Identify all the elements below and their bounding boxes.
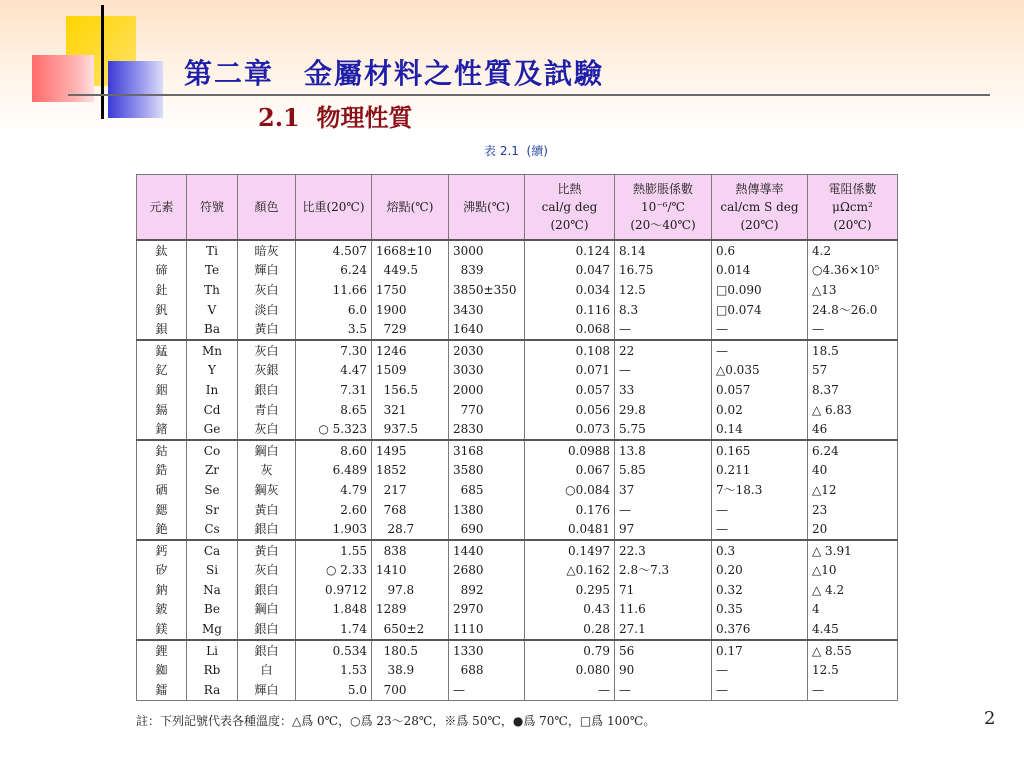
cell-el: 鈹 xyxy=(137,600,187,620)
cell-bp: 1110 xyxy=(449,619,525,640)
cell-sg: 1.903 xyxy=(296,519,372,540)
cell-sh: 0.068 xyxy=(525,319,615,340)
cell-bp: 2830 xyxy=(449,419,525,440)
slide-title: 第二章 金屬材料之性質及試驗 xyxy=(184,57,605,90)
cell-el: 鈉 xyxy=(137,580,187,600)
cell-el: 鈷 xyxy=(137,440,187,461)
cell-sh: 0.057 xyxy=(525,380,615,400)
cell-sym: Co xyxy=(187,440,238,461)
cell-bp: 839 xyxy=(449,261,525,281)
cell-col: 青白 xyxy=(238,400,296,420)
cell-er: — xyxy=(808,319,898,340)
cell-th: 12.5 xyxy=(615,280,712,300)
header-mp: 熔點(℃) xyxy=(372,175,449,241)
cell-sh: 0.108 xyxy=(525,340,615,361)
cell-th: 13.8 xyxy=(615,440,712,461)
cell-tc: — xyxy=(712,660,808,680)
cell-sg: 0.9712 xyxy=(296,580,372,600)
table-row xyxy=(137,680,898,700)
cell-bp: 1330 xyxy=(449,640,525,661)
cell-th: 33 xyxy=(615,380,712,400)
cell-el: 釷 xyxy=(137,280,187,300)
cell-bp: 770 xyxy=(449,400,525,420)
cell-er: △12 xyxy=(808,480,898,500)
cell-bp: 3030 xyxy=(449,361,525,381)
cell-col: 黃白 xyxy=(238,500,296,520)
cell-tc: — xyxy=(712,319,808,340)
cell-tc: — xyxy=(712,680,808,700)
cell-sg: 8.65 xyxy=(296,400,372,420)
header-tc: 熱傳導率 cal/cm S deg (20℃) xyxy=(712,175,808,241)
cell-bp: 685 xyxy=(449,480,525,500)
cell-col: 銀白 xyxy=(238,580,296,600)
cell-sh: ○0.084 xyxy=(525,480,615,500)
cell-mp: 768 xyxy=(372,500,449,520)
cell-tc: △0.035 xyxy=(712,361,808,381)
cell-er: 8.37 xyxy=(808,380,898,400)
cell-sh: △0.162 xyxy=(525,561,615,581)
cell-tc: 0.17 xyxy=(712,640,808,661)
cell-er: 4.2 xyxy=(808,240,898,261)
cell-mp: 1509 xyxy=(372,361,449,381)
title-underline xyxy=(68,94,990,96)
cell-col: 銀白 xyxy=(238,380,296,400)
cell-th: 8.3 xyxy=(615,300,712,320)
cell-col: 鋼白 xyxy=(238,600,296,620)
cell-tc: 0.3 xyxy=(712,540,808,561)
cell-th: 11.6 xyxy=(615,600,712,620)
cell-tc: 0.35 xyxy=(712,600,808,620)
table-row xyxy=(137,660,898,680)
table-row xyxy=(137,361,898,381)
cell-er: 23 xyxy=(808,500,898,520)
cell-er: 4.45 xyxy=(808,619,898,640)
cell-tc: 0.02 xyxy=(712,400,808,420)
table-header-row xyxy=(137,175,898,241)
table-row xyxy=(137,240,898,261)
cell-sym: Th xyxy=(187,280,238,300)
table-row xyxy=(137,280,898,300)
cell-sym: Cd xyxy=(187,400,238,420)
cell-er: △10 xyxy=(808,561,898,581)
decor-vertical-line xyxy=(101,5,104,119)
cell-bp: 3000 xyxy=(449,240,525,261)
cell-tc: — xyxy=(712,519,808,540)
cell-el: 碲 xyxy=(137,261,187,281)
cell-th: 2.8～7.3 xyxy=(615,561,712,581)
cell-col: 淡白 xyxy=(238,300,296,320)
table-caption: 表 2.1 (續) xyxy=(484,144,548,158)
cell-sh: 0.79 xyxy=(525,640,615,661)
cell-col: 銀白 xyxy=(238,619,296,640)
cell-mp: 1900 xyxy=(372,300,449,320)
cell-sym: Y xyxy=(187,361,238,381)
cell-el: 釔 xyxy=(137,361,187,381)
cell-er: 57 xyxy=(808,361,898,381)
cell-sg: 1.53 xyxy=(296,660,372,680)
cell-th: — xyxy=(615,500,712,520)
cell-sg: 4.507 xyxy=(296,240,372,261)
cell-bp: — xyxy=(449,680,525,700)
cell-sym: Rb xyxy=(187,660,238,680)
cell-sg: 1.55 xyxy=(296,540,372,561)
cell-sym: Ti xyxy=(187,240,238,261)
cell-el: 釩 xyxy=(137,300,187,320)
cell-mp: 449.5 xyxy=(372,261,449,281)
cell-tc: 0.32 xyxy=(712,580,808,600)
cell-bp: 3168 xyxy=(449,440,525,461)
cell-th: 29.8 xyxy=(615,400,712,420)
cell-tc: □0.074 xyxy=(712,300,808,320)
cell-sym: Li xyxy=(187,640,238,661)
cell-th: 16.75 xyxy=(615,261,712,281)
table-row xyxy=(137,619,898,640)
cell-er: 4 xyxy=(808,600,898,620)
cell-tc: 0.14 xyxy=(712,419,808,440)
cell-sh: 0.116 xyxy=(525,300,615,320)
cell-er: 12.5 xyxy=(808,660,898,680)
table-row xyxy=(137,419,898,440)
cell-col: 鋼白 xyxy=(238,440,296,461)
cell-sh: 0.034 xyxy=(525,280,615,300)
cell-sym: Ra xyxy=(187,680,238,700)
cell-bp: 688 xyxy=(449,660,525,680)
cell-el: 鈣 xyxy=(137,540,187,561)
cell-tc: 0.6 xyxy=(712,240,808,261)
cell-mp: 838 xyxy=(372,540,449,561)
cell-er: △ 6.83 xyxy=(808,400,898,420)
header-er: 電阻係數 μΩcm² (20℃) xyxy=(808,175,898,241)
header-bp: 沸點(℃) xyxy=(449,175,525,241)
header-th: 熱膨脹係數 10⁻⁶/℃ (20～40℃) xyxy=(615,175,712,241)
cell-bp: 2030 xyxy=(449,340,525,361)
cell-bp: 1640 xyxy=(449,319,525,340)
cell-sh: 0.124 xyxy=(525,240,615,261)
cell-sh: 0.056 xyxy=(525,400,615,420)
cell-tc: 0.211 xyxy=(712,461,808,481)
table-row xyxy=(137,380,898,400)
cell-sh: 0.176 xyxy=(525,500,615,520)
cell-col: 灰白 xyxy=(238,340,296,361)
cell-sg: 1.74 xyxy=(296,619,372,640)
cell-th: 90 xyxy=(615,660,712,680)
table-body xyxy=(137,240,898,700)
cell-el: 鎂 xyxy=(137,619,187,640)
decor-blue-square xyxy=(108,61,163,118)
cell-sym: Cs xyxy=(187,519,238,540)
cell-col: 鋼灰 xyxy=(238,480,296,500)
cell-sym: Zr xyxy=(187,461,238,481)
cell-tc: 0.20 xyxy=(712,561,808,581)
cell-th: 8.14 xyxy=(615,240,712,261)
header-sg: 比重(20℃) xyxy=(296,175,372,241)
cell-th: — xyxy=(615,361,712,381)
cell-sh: 0.080 xyxy=(525,660,615,680)
cell-sh: 0.047 xyxy=(525,261,615,281)
table-row xyxy=(137,261,898,281)
cell-sh: — xyxy=(525,680,615,700)
cell-col: 銀白 xyxy=(238,519,296,540)
cell-sym: In xyxy=(187,380,238,400)
cell-er: — xyxy=(808,680,898,700)
cell-mp: 1852 xyxy=(372,461,449,481)
cell-sg: 3.5 xyxy=(296,319,372,340)
table-row xyxy=(137,600,898,620)
cell-mp: 1246 xyxy=(372,340,449,361)
table-row xyxy=(137,400,898,420)
cell-th: 5.75 xyxy=(615,419,712,440)
cell-el: 鈦 xyxy=(137,240,187,261)
cell-col: 黃白 xyxy=(238,540,296,561)
cell-sg: 5.0 xyxy=(296,680,372,700)
cell-th: 27.1 xyxy=(615,619,712,640)
table-row xyxy=(137,340,898,361)
cell-bp: 1380 xyxy=(449,500,525,520)
cell-sg: 4.47 xyxy=(296,361,372,381)
table-row xyxy=(137,461,898,481)
cell-bp: 2970 xyxy=(449,600,525,620)
table-row xyxy=(137,500,898,520)
cell-mp: 937.5 xyxy=(372,419,449,440)
cell-th: — xyxy=(615,680,712,700)
cell-mp: 1750 xyxy=(372,280,449,300)
cell-th: 37 xyxy=(615,480,712,500)
cell-sym: Mn xyxy=(187,340,238,361)
cell-sh: 0.0481 xyxy=(525,519,615,540)
cell-er: 6.24 xyxy=(808,440,898,461)
cell-mp: 729 xyxy=(372,319,449,340)
cell-el: 鋯 xyxy=(137,461,187,481)
cell-col: 輝白 xyxy=(238,680,296,700)
cell-sh: 0.295 xyxy=(525,580,615,600)
cell-el: 銦 xyxy=(137,380,187,400)
cell-el: 鐳 xyxy=(137,680,187,700)
cell-bp: 1440 xyxy=(449,540,525,561)
cell-el: 硒 xyxy=(137,480,187,500)
cell-bp: 3430 xyxy=(449,300,525,320)
cell-sg: ○ 2.33 xyxy=(296,561,372,581)
cell-bp: 3580 xyxy=(449,461,525,481)
cell-sym: Te xyxy=(187,261,238,281)
table-row xyxy=(137,580,898,600)
cell-sym: Mg xyxy=(187,619,238,640)
cell-sh: 0.073 xyxy=(525,419,615,440)
cell-sym: Ge xyxy=(187,419,238,440)
cell-tc: 0.165 xyxy=(712,440,808,461)
cell-bp: 690 xyxy=(449,519,525,540)
cell-el: 鋇 xyxy=(137,319,187,340)
table-row xyxy=(137,440,898,461)
cell-th: 5.85 xyxy=(615,461,712,481)
cell-sg: 6.0 xyxy=(296,300,372,320)
table-row xyxy=(137,640,898,661)
cell-mp: 156.5 xyxy=(372,380,449,400)
cell-sg: 8.60 xyxy=(296,440,372,461)
cell-th: 71 xyxy=(615,580,712,600)
cell-sh: 0.067 xyxy=(525,461,615,481)
table-row xyxy=(137,319,898,340)
cell-tc: — xyxy=(712,340,808,361)
header-sym: 符號 xyxy=(187,175,238,241)
cell-er: △ 3.91 xyxy=(808,540,898,561)
cell-el: 銫 xyxy=(137,519,187,540)
cell-er: 40 xyxy=(808,461,898,481)
cell-el: 鎘 xyxy=(137,400,187,420)
cell-sym: Ba xyxy=(187,319,238,340)
cell-sg: ○ 5.323 xyxy=(296,419,372,440)
cell-el: 鍺 xyxy=(137,419,187,440)
cell-mp: 38.9 xyxy=(372,660,449,680)
cell-tc: — xyxy=(712,500,808,520)
table-row xyxy=(137,561,898,581)
cell-tc: 0.014 xyxy=(712,261,808,281)
cell-sym: Si xyxy=(187,561,238,581)
cell-th: 22 xyxy=(615,340,712,361)
cell-mp: 180.5 xyxy=(372,640,449,661)
cell-sg: 4.79 xyxy=(296,480,372,500)
cell-sh: 0.071 xyxy=(525,361,615,381)
slide-subtitle: 2.1 物理性質 xyxy=(258,103,413,132)
cell-mp: 700 xyxy=(372,680,449,700)
cell-sym: Sr xyxy=(187,500,238,520)
header-sh: 比熱 cal/g deg (20℃) xyxy=(525,175,615,241)
cell-sg: 1.848 xyxy=(296,600,372,620)
cell-mp: 1495 xyxy=(372,440,449,461)
cell-col: 白 xyxy=(238,660,296,680)
cell-mp: 217 xyxy=(372,480,449,500)
table-row xyxy=(137,300,898,320)
cell-sym: V xyxy=(187,300,238,320)
cell-sg: 2.60 xyxy=(296,500,372,520)
cell-er: 46 xyxy=(808,419,898,440)
header-el: 元素 xyxy=(137,175,187,241)
properties-table xyxy=(136,174,898,701)
cell-sym: Se xyxy=(187,480,238,500)
cell-col: 灰 xyxy=(238,461,296,481)
cell-mp: 1668±10 xyxy=(372,240,449,261)
cell-bp: 2680 xyxy=(449,561,525,581)
cell-col: 灰銀 xyxy=(238,361,296,381)
cell-sg: 7.31 xyxy=(296,380,372,400)
cell-tc: 0.376 xyxy=(712,619,808,640)
cell-bp: 892 xyxy=(449,580,525,600)
cell-sg: 0.534 xyxy=(296,640,372,661)
cell-el: 錳 xyxy=(137,340,187,361)
cell-sh: 0.28 xyxy=(525,619,615,640)
cell-el: 鋰 xyxy=(137,640,187,661)
cell-el: 矽 xyxy=(137,561,187,581)
cell-sh: 0.1497 xyxy=(525,540,615,561)
table-row xyxy=(137,480,898,500)
cell-th: 22.3 xyxy=(615,540,712,561)
cell-er: △13 xyxy=(808,280,898,300)
cell-mp: 321 xyxy=(372,400,449,420)
table-row xyxy=(137,519,898,540)
cell-el: 銣 xyxy=(137,660,187,680)
page-number: 2 xyxy=(984,708,996,729)
cell-sh: 0.43 xyxy=(525,600,615,620)
cell-col: 黃白 xyxy=(238,319,296,340)
cell-sg: 7.30 xyxy=(296,340,372,361)
cell-bp: 3850±350 xyxy=(449,280,525,300)
cell-mp: 97.8 xyxy=(372,580,449,600)
cell-sg: 11.66 xyxy=(296,280,372,300)
cell-mp: 1410 xyxy=(372,561,449,581)
cell-er: 18.5 xyxy=(808,340,898,361)
cell-tc: 7～18.3 xyxy=(712,480,808,500)
cell-sg: 6.24 xyxy=(296,261,372,281)
cell-er: ○4.36×10⁵ xyxy=(808,261,898,281)
cell-th: 56 xyxy=(615,640,712,661)
cell-er: △ 8.55 xyxy=(808,640,898,661)
cell-col: 灰白 xyxy=(238,280,296,300)
cell-col: 灰白 xyxy=(238,419,296,440)
cell-tc: □0.090 xyxy=(712,280,808,300)
cell-mp: 650±2 xyxy=(372,619,449,640)
footnote: 註：下列記號代表各種溫度：△爲 0℃，○爲 23～28℃，※爲 50℃，●爲 70℃，□爲 100℃。 xyxy=(136,714,656,728)
cell-el: 鍶 xyxy=(137,500,187,520)
cell-bp: 2000 xyxy=(449,380,525,400)
cell-tc: 0.057 xyxy=(712,380,808,400)
cell-er: △ 4.2 xyxy=(808,580,898,600)
cell-sh: 0.0988 xyxy=(525,440,615,461)
cell-col: 輝白 xyxy=(238,261,296,281)
cell-col: 灰白 xyxy=(238,561,296,581)
cell-sym: Ca xyxy=(187,540,238,561)
cell-sg: 6.489 xyxy=(296,461,372,481)
cell-th: — xyxy=(615,319,712,340)
cell-mp: 28.7 xyxy=(372,519,449,540)
cell-th: 97 xyxy=(615,519,712,540)
cell-er: 24.8～26.0 xyxy=(808,300,898,320)
cell-mp: 1289 xyxy=(372,600,449,620)
cell-sym: Be xyxy=(187,600,238,620)
cell-er: 20 xyxy=(808,519,898,540)
cell-sym: Na xyxy=(187,580,238,600)
table-row xyxy=(137,540,898,561)
cell-col: 暗灰 xyxy=(238,240,296,261)
header-col: 顏色 xyxy=(238,175,296,241)
cell-col: 銀白 xyxy=(238,640,296,661)
